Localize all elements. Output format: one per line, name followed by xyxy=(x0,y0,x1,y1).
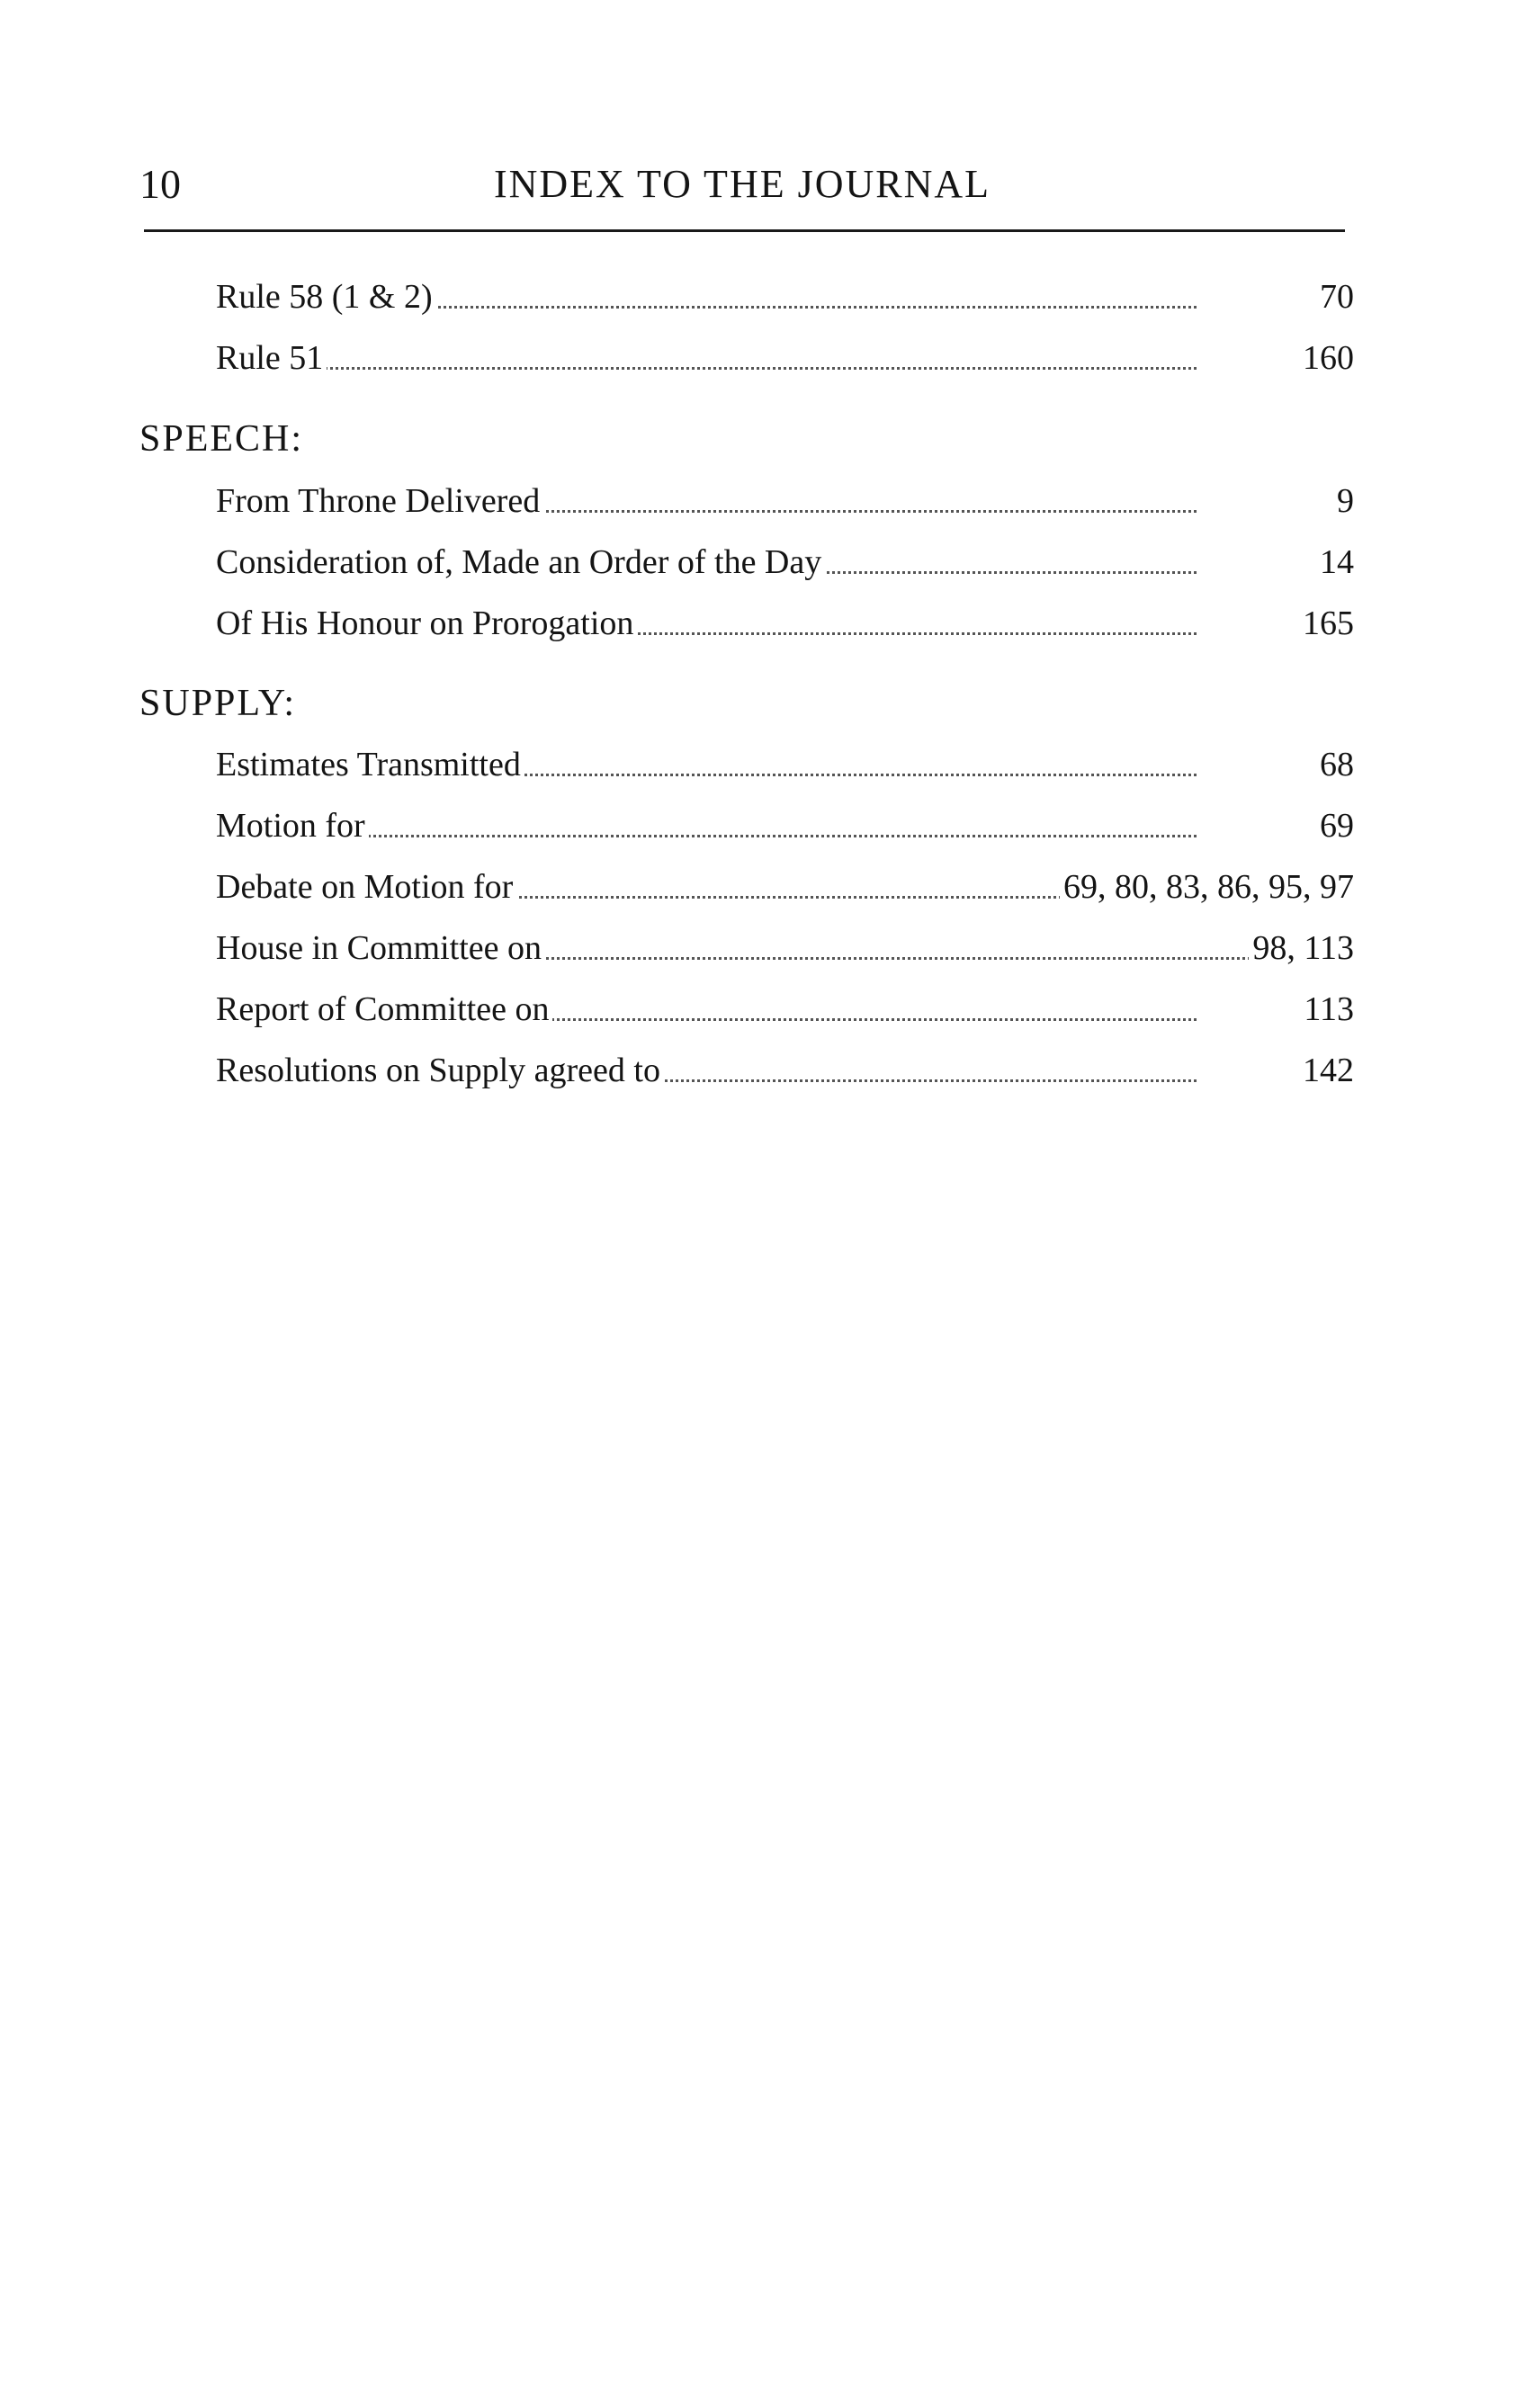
index-entry xyxy=(216,860,1354,914)
section-heading-supply: SUPPLY: xyxy=(139,683,297,724)
entry-pages: 160 xyxy=(1299,331,1354,385)
entry-pages: 70 xyxy=(1316,270,1354,324)
entry-label: Consideration of, Made an Order of the Day xyxy=(216,535,825,589)
entry-label: Estimates Transmitted xyxy=(216,738,524,792)
entry-label: House in Committee on xyxy=(216,921,545,975)
entry-pages: 142 xyxy=(1299,1043,1354,1097)
index-entry xyxy=(216,535,1354,589)
entry-label: Of His Honour on Prorogation xyxy=(216,596,637,650)
entry-label: From Throne Delivered xyxy=(216,474,543,528)
dot-leader xyxy=(216,367,1197,370)
entry-pages: 9 xyxy=(1333,474,1354,528)
entry-pages: 69 xyxy=(1316,799,1354,853)
page-number: 10 xyxy=(139,161,181,207)
entry-pages: 98, 113 xyxy=(1249,921,1354,975)
page-header xyxy=(139,153,1345,216)
index-entry xyxy=(216,1043,1354,1097)
entry-label: Motion for xyxy=(216,799,369,853)
index-entry xyxy=(216,270,1354,324)
index-entry xyxy=(216,596,1354,650)
entry-pages: 69, 80, 83, 86, 95, 97 xyxy=(1060,860,1354,914)
entry-pages: 165 xyxy=(1299,596,1354,650)
entry-label: Rule 51 xyxy=(216,331,327,385)
entry-label: Report of Committee on xyxy=(216,982,552,1036)
running-title: INDEX TO THE JOURNAL xyxy=(493,162,991,206)
entry-pages: 68 xyxy=(1316,738,1354,792)
entry-label: Resolutions on Supply agreed to xyxy=(216,1043,664,1097)
index-entry xyxy=(216,474,1354,528)
index-entry xyxy=(216,921,1354,975)
entry-pages: 14 xyxy=(1316,535,1354,589)
index-entry xyxy=(216,982,1354,1036)
header-rule xyxy=(144,229,1345,232)
index-entry xyxy=(216,799,1354,853)
index-entry xyxy=(216,331,1354,385)
entry-label: Rule 58 (1 & 2) xyxy=(216,270,436,324)
entry-pages: 113 xyxy=(1300,982,1354,1036)
section-heading-speech: SPEECH: xyxy=(139,418,304,460)
index-entry xyxy=(216,738,1354,792)
entry-label: Debate on Motion for xyxy=(216,860,516,914)
